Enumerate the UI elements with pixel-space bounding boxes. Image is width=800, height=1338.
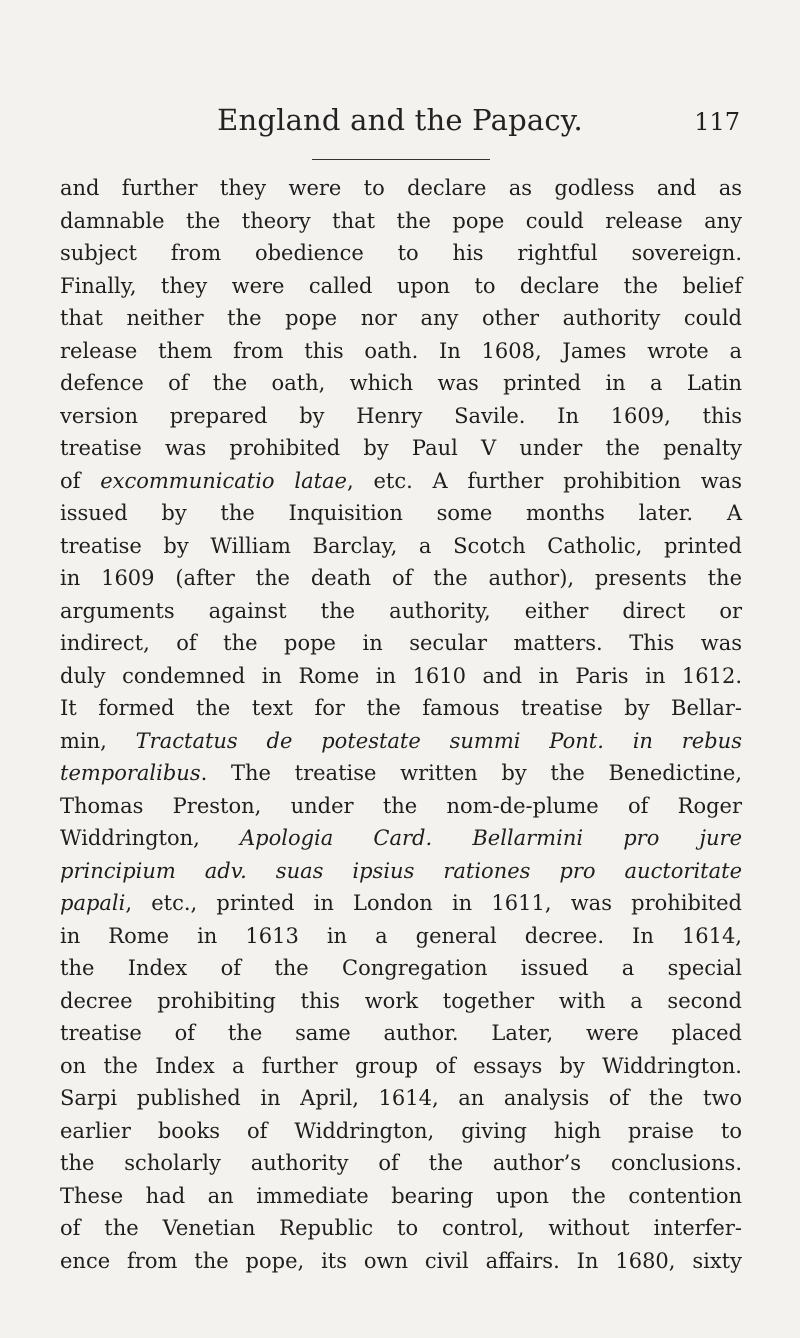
text-line: [60, 465, 742, 498]
text-line: [60, 920, 742, 953]
text-run: treatise of the same author. Later, were placed: [60, 1021, 742, 1045]
text-line: [60, 237, 742, 270]
text-line: [60, 335, 742, 368]
italic-text: excommunicatio latae: [100, 468, 347, 493]
italic-text: principium adv. suas ipsius rationes pro auctoritate: [60, 858, 742, 883]
running-head: [60, 102, 740, 146]
text-run: in 1609 (after the death of the author), presents the: [60, 566, 742, 590]
text-run: on the Index a further group of essays by Widdrington.: [60, 1053, 742, 1078]
text-line: [60, 952, 742, 985]
text-run: issued by the Inquisition some months later. A: [60, 501, 742, 525]
text-run: arguments against the authority, either direct or: [60, 598, 742, 623]
text-run: of: [60, 468, 101, 493]
text-run: duly condemned in Rome in 1610 and in Paris in 1612.: [60, 663, 742, 688]
text-line: [60, 855, 742, 888]
text-line: [60, 1017, 742, 1050]
text-line: [60, 1212, 742, 1245]
text-line: [60, 660, 742, 693]
text-line: [60, 270, 742, 303]
text-run: Finally, they were called upon to declare the belief: [60, 273, 742, 298]
text-run: subject from obedience to his rightful sovereign.: [60, 241, 742, 265]
text-line: [60, 302, 742, 335]
text-line: [60, 1082, 742, 1115]
text-run: indirect, of the pope in secular matters. This was: [60, 631, 742, 655]
text-line: [60, 367, 742, 400]
text-run: Sarpi published in April, 1614, an analysis of the two: [60, 1086, 742, 1110]
text-run: It formed the text for the famous treatise by Bellar-: [60, 696, 742, 720]
text-line: [60, 432, 742, 465]
text-run: Thomas Preston, under the nom-de-plume of Roger: [60, 793, 742, 818]
page-number: 117: [694, 108, 740, 136]
text-line: [60, 985, 742, 1018]
text-run: decree prohibiting this work together with a second: [60, 988, 742, 1013]
text-line: [60, 400, 742, 433]
text-line: [60, 595, 742, 628]
text-run: , etc., printed in London in 1611, was prohibited: [125, 891, 742, 915]
text-run: the Index of the Congregation issued a special: [60, 956, 742, 980]
text-line: [60, 1147, 742, 1180]
text-run: . The treatise written by the Benedictine,: [200, 761, 742, 785]
text-line: [60, 692, 742, 725]
text-line: [60, 1115, 742, 1148]
text-line: [60, 172, 742, 205]
text-run: release them from this oath. In 1608, James wrote a: [60, 338, 742, 363]
text-line: [60, 1050, 742, 1083]
text-run: ence from the pope, its own civil affairs. In 1680, sixty: [60, 1248, 742, 1273]
text-run: damnable the theory that the pope could release any: [60, 208, 742, 233]
text-run: These had an immediate bearing upon the contention: [60, 1183, 742, 1208]
italic-text: Tractatus de potestate summi Pont. in rebus: [135, 728, 742, 753]
text-run: and further they were to declare as godless and as: [60, 176, 742, 200]
text-line: [60, 627, 742, 660]
italic-text: papali: [60, 891, 126, 915]
text-run: treatise was prohibited by Paul V under the penalty: [60, 436, 742, 460]
text-run: earlier books of Widdrington, giving high praise to: [60, 1118, 742, 1143]
text-line: [60, 497, 742, 530]
text-line: [60, 790, 742, 823]
text-run: Widdrington,: [60, 826, 240, 850]
text-line: [60, 725, 742, 758]
text-run: min,: [60, 728, 136, 753]
text-run: of the Venetian Republic to control, without interfer-: [60, 1216, 742, 1240]
text-line: [60, 205, 742, 238]
text-line: [60, 530, 742, 563]
text-line: [60, 562, 742, 595]
text-run: that neither the pope nor any other authority could: [60, 306, 742, 330]
text-run: , etc. A further prohibition was: [346, 468, 742, 493]
italic-text: temporalibus: [60, 761, 201, 785]
italic-text: Apologia Card. Bellarmini pro jure: [239, 826, 742, 850]
text-line: [60, 1245, 742, 1278]
text-line: [60, 1180, 742, 1213]
text-run: version prepared by Henry Savile. In 1609, this: [60, 403, 742, 428]
body-paragraph: [60, 172, 742, 1277]
text-run: defence of the oath, which was printed in a Latin: [60, 371, 742, 395]
text-run: the scholarly authority of the author’s conclusions.: [60, 1151, 742, 1175]
text-line: [60, 887, 742, 920]
text-line: [60, 822, 742, 855]
text-line: [60, 757, 742, 790]
running-title: England and the Papacy.: [217, 103, 583, 137]
text-run: in Rome in 1613 in a general decree. In 1614,: [60, 923, 742, 948]
header-rule: [312, 159, 490, 160]
text-run: treatise by William Barclay, a Scotch Catholic, printed: [60, 533, 742, 558]
